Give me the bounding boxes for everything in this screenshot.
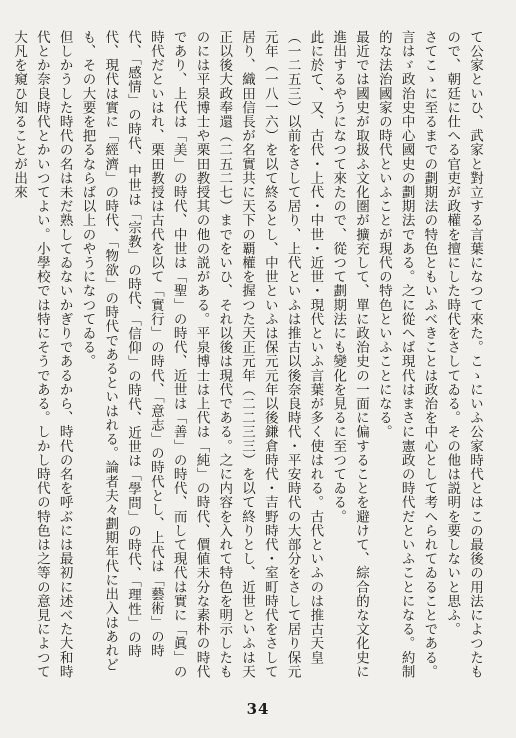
- paragraph: 最近では國史が取扱ふ文化圏が擴充して、單に政治史の一面に偏することを避けて、綜合的な文化史に進出するやうになつて來たので、從つて劃期法にも變化を見るに至つてゐる。: [330, 30, 370, 679]
- paragraph: さてこゝに至るまでの劃期法の特色ともいふべきことは政治を中心として考へられてゐることである。言はゞ政治史中心國史の劃期法である。之に從へば現代はまさに憲政の時代だといふことになる。約制的な法治國家の時代といふことが現代の特色といふことになる。: [375, 30, 438, 679]
- paragraph: て公家といひ、武家と對立する言葉になつて來た。こゝにいふ公家時代とはこの最後の用法によつたもので、朝廷に仕へる官吏が政權を擅にした時代をさしてゐる。その他は説明を要しないと思ふ。: [444, 30, 483, 679]
- paragraph: 但しかうした時代の名は未だ熟してゐないかぎりであるから、時代の名を呼ぶには最初に述べた大和時代とか奈良時代とかいつてよい。小學校では特にそうである。しかし時代の特色は之等の意見によつて大凡を窺ひ知ることが出來: [11, 30, 73, 679]
- page-number: 34: [246, 700, 270, 718]
- body-text: [11, 30, 486, 685]
- paragraph: 此に於て、又、古代・上代・中世・近世・現代といふ言葉が多く使はれる。古代といふのは推古天皇（一二五三）以前をさして居り、上代といふは推古以後奈良時代・平安時代の大部分をさして居り保元元年（一八一六）を以て終るとし、中世といふは保元元年以後鎌倉時代・吉野時代・室町時代をさして居り、織田信長が名實共に天下の覇權を握つた天正元年（二二三三）を以て終りとし、近世といふは天正以後大政奉還（二五二七）までをいひ、それ以後は現代である。之に内容を入れて特色を明示したものには平泉博士や栗田教授其の他の説がある。平泉博士は上代は「純」の時代、價値未分な素朴の時代であり、上代は「美」の時代、中世は「聖」の時代、近世は「善」の時代、而して現代は實に「眞」の時代だといはれ、栗田教授は古代を以て「實行」の時代、「意志」の時代とし、上代は「藝術」の時代、「感情」の時代、中世は「宗教」の時代、「信仰」の時代、近世は「學問」の時代、「理性」の時代、現代は實に「經濟」の時代、「物欲」の時代であるといはれる。論者夫々劃期年代に出入はあれども、その大要を把るならば以上のやうになつてゐる。: [79, 30, 324, 679]
